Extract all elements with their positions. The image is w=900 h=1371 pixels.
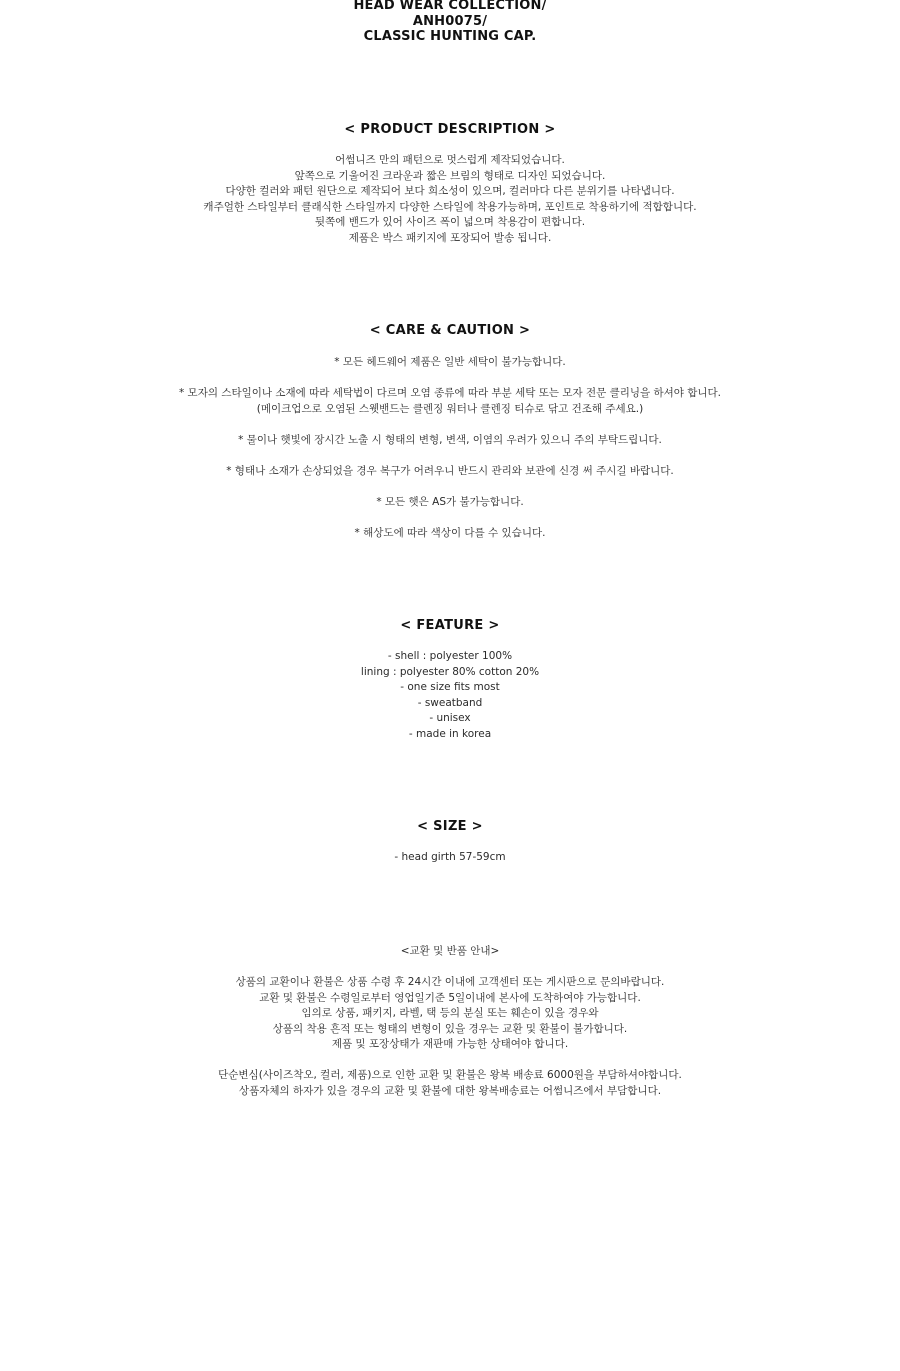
feature-body: [0, 649, 900, 742]
care-line: * 모든 헤드웨어 제품은 일반 세탁이 불가능합니다.: [334, 356, 566, 368]
care-line: * 모자의 스타일이나 소재에 따라 세탁법이 다르며 오염 종류에 따라 부분 세탁 또는 모자 전문 클리닝을 하셔야 합니다.: [178, 387, 722, 399]
description-line: 뒷쪽에 밴드가 있어 사이즈 폭이 넓으며 착용감이 편합니다.: [314, 216, 586, 228]
spacer: [0, 479, 900, 495]
notice-line: 상품자체의 하자가 있을 경우의 교환 및 환불에 대한 왕복배송료는 어썸니즈에서 부담합니다.: [238, 1084, 662, 1097]
description-line: 앞쪽으로 기울어진 크라운과 짧은 브림의 형태로 디자인 되었습니다.: [294, 169, 606, 182]
notice-line: 제품 및 포장상태가 재판매 가능한 상태여야 합니다.: [331, 1038, 569, 1050]
notice-line: 임의로 상품, 패키지, 라벨, 택 등의 분실 또는 훼손이 있을 경우와: [301, 1007, 599, 1019]
size-title: < SIZE >: [417, 819, 483, 834]
feature-line: - made in korea: [408, 727, 492, 740]
spacer: [0, 371, 900, 387]
product-code-line: ANH0075/: [412, 13, 488, 29]
feature-line: - one size fits most: [400, 681, 500, 693]
notice-title: <교환 및 반품 안내>: [400, 945, 500, 957]
care-body: [0, 355, 900, 541]
care-line: * 형태나 소재가 손상되었을 경우 복구가 어려우니 반드시 관리와 보관에 신경 써 주시길 바랍니다.: [226, 464, 674, 477]
care-line: * 물이나 햇빛에 장시간 노출 시 형태의 변형, 변색, 이염의 우려가 있으니 주의 부탁드립니다.: [238, 433, 662, 446]
product-name-line: CLASSIC HUNTING CAP.: [363, 29, 537, 44]
size-line: - head girth 57-59cm: [394, 851, 506, 863]
collection-line: HEAD WEAR COLLECTION/: [353, 0, 547, 13]
notice-line: 상품의 착용 흔적 또는 형태의 변형이 있을 경우는 교환 및 환불이 불가합니다.: [272, 1022, 628, 1035]
notice-line: 교환 및 환불은 수령일로부터 영업일기준 5일이내에 본사에 도착하여야 가능합니다.: [259, 991, 641, 1004]
spacer: [0, 960, 900, 976]
care-line: * 해상도에 따라 색상이 다를 수 있습니다.: [354, 526, 546, 539]
care-line: (메이크업으로 오염된 스웻밴드는 클렌징 워터나 클렌징 티슈로 닦고 건조해 주세요.): [256, 402, 644, 415]
description-line: 제품은 박스 패키지에 포장되어 발송 됩니다.: [348, 231, 552, 244]
feature-line: - unisex: [429, 712, 471, 724]
description-line: 캐주얼한 스타일부터 클래식한 스타일까지 다양한 스타일에 착용가능하며, 포인트로 착용하기에 적합합니다.: [203, 200, 697, 213]
notice-section: [0, 944, 900, 1099]
feature-line: lining : polyester 80% cotton 20%: [360, 665, 540, 678]
size-section: [0, 818, 900, 836]
feature-title: < FEATURE >: [400, 618, 500, 633]
description-section: [0, 121, 900, 139]
description-body: [0, 153, 900, 246]
spacer: [0, 448, 900, 464]
feature-line: - sweatband: [417, 696, 483, 709]
feature-line: - shell : polyester 100%: [387, 650, 513, 662]
description-line: 어썸니즈 만의 패턴으로 멋스럽게 제작되었습니다.: [335, 154, 565, 166]
spacer: [0, 510, 900, 526]
product-header: [0, 0, 900, 45]
spacer: [0, 1053, 900, 1069]
description-title: < PRODUCT DESCRIPTION >: [344, 122, 556, 137]
care-title: < CARE & CAUTION >: [369, 323, 531, 338]
notice-line: 상품의 교환이나 환불은 상품 수령 후 24시간 이내에 고객센터 또는 게시판으로 문의바랍니다.: [235, 976, 665, 988]
size-body: [0, 850, 900, 866]
notice-line: 단순변심(사이즈착오, 컬러, 제품)으로 인한 교환 및 환불은 왕복 배송료 6000원을 부담하셔야합니다.: [218, 1069, 682, 1081]
care-line: * 모든 햇은 AS가 불가능합니다.: [376, 495, 524, 508]
feature-section: [0, 617, 900, 635]
care-section: [0, 322, 900, 340]
description-line: 다양한 컬러와 패턴 원단으로 제작되어 보다 희소성이 있으며, 컬러마다 다른 분위기를 나타냅니다.: [225, 185, 675, 197]
spacer: [0, 417, 900, 433]
